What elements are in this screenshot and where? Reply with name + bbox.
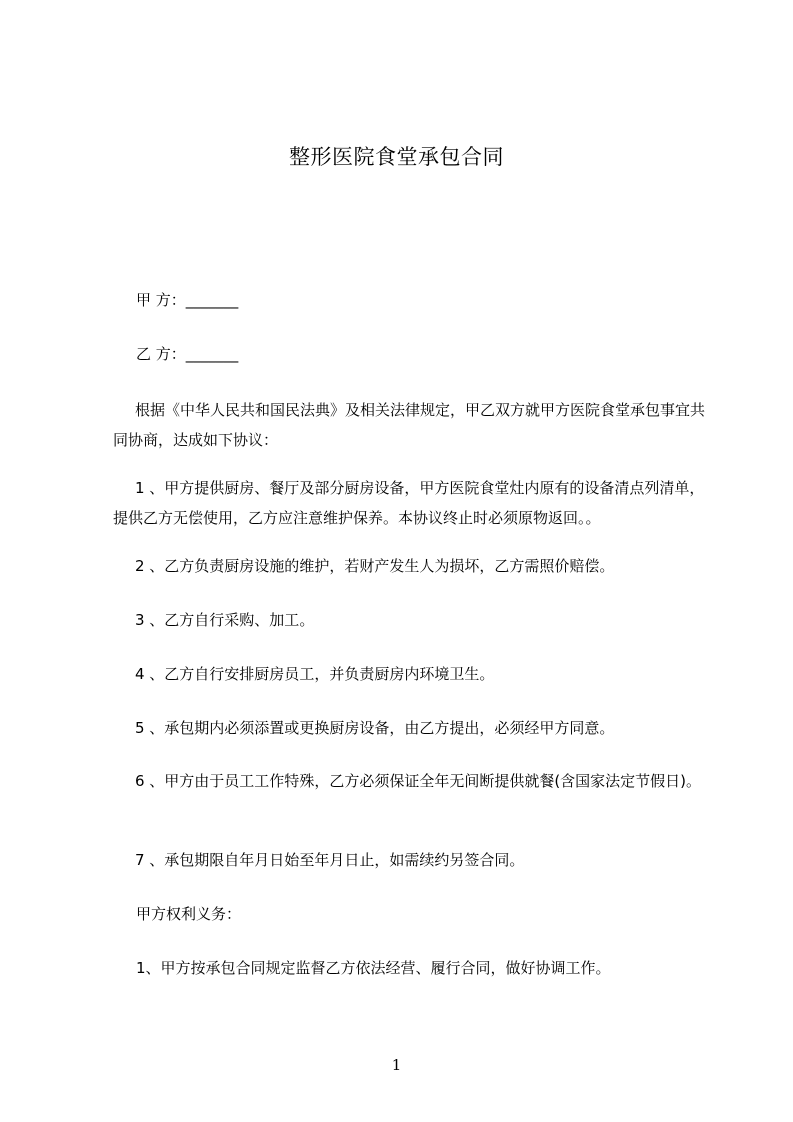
rights-item-1: 1、甲方按承包合同规定监督乙方依法经营、履行合同，做好协调工作。: [136, 959, 611, 977]
clause-4: 4 、乙方自行安排厨房员工，并负责厨房内环境卫生。: [135, 665, 495, 683]
clause-2: 2 、乙方负责厨房设施的维护，若财产发生人为损坏，乙方需照价赔偿。: [135, 557, 615, 575]
clause-5: 5 、承包期内必须添置或更换厨房设备，由乙方提出，必须经甲方同意。: [135, 719, 615, 737]
party-b-line: 乙 方：_______: [136, 345, 239, 363]
section-heading: 甲方权利义务：: [136, 905, 242, 923]
clause-7: 7 、承包期限自年月日始至年月日止，如需续约另签合同。: [135, 851, 525, 869]
document-title: 整形医院食堂承包合同: [289, 145, 504, 169]
clause-1: 1 、甲方提供厨房、餐厅及部分厨房设备，甲方医院食堂灶内原有的设备清点列清单，提供乙方无偿使用，乙方应注意维护保养。本协议终止时必须原物返回。。: [113, 479, 705, 527]
preamble-paragraph: 根据《中华人民共和国民法典》及相关法律规定，甲乙双方就甲方医院食堂承包事宜共同协商，达成如下协议：: [113, 401, 706, 449]
clause-6: 6 、甲方由于员工工作特殊，乙方必须保证全年无间断提供就餐(含国家法定节假日)。: [135, 772, 702, 790]
party-a-line: 甲 方：_______: [136, 291, 239, 309]
clause-3: 3 、乙方自行采购、加工。: [135, 611, 315, 629]
page-number: 1: [391, 1056, 402, 1074]
